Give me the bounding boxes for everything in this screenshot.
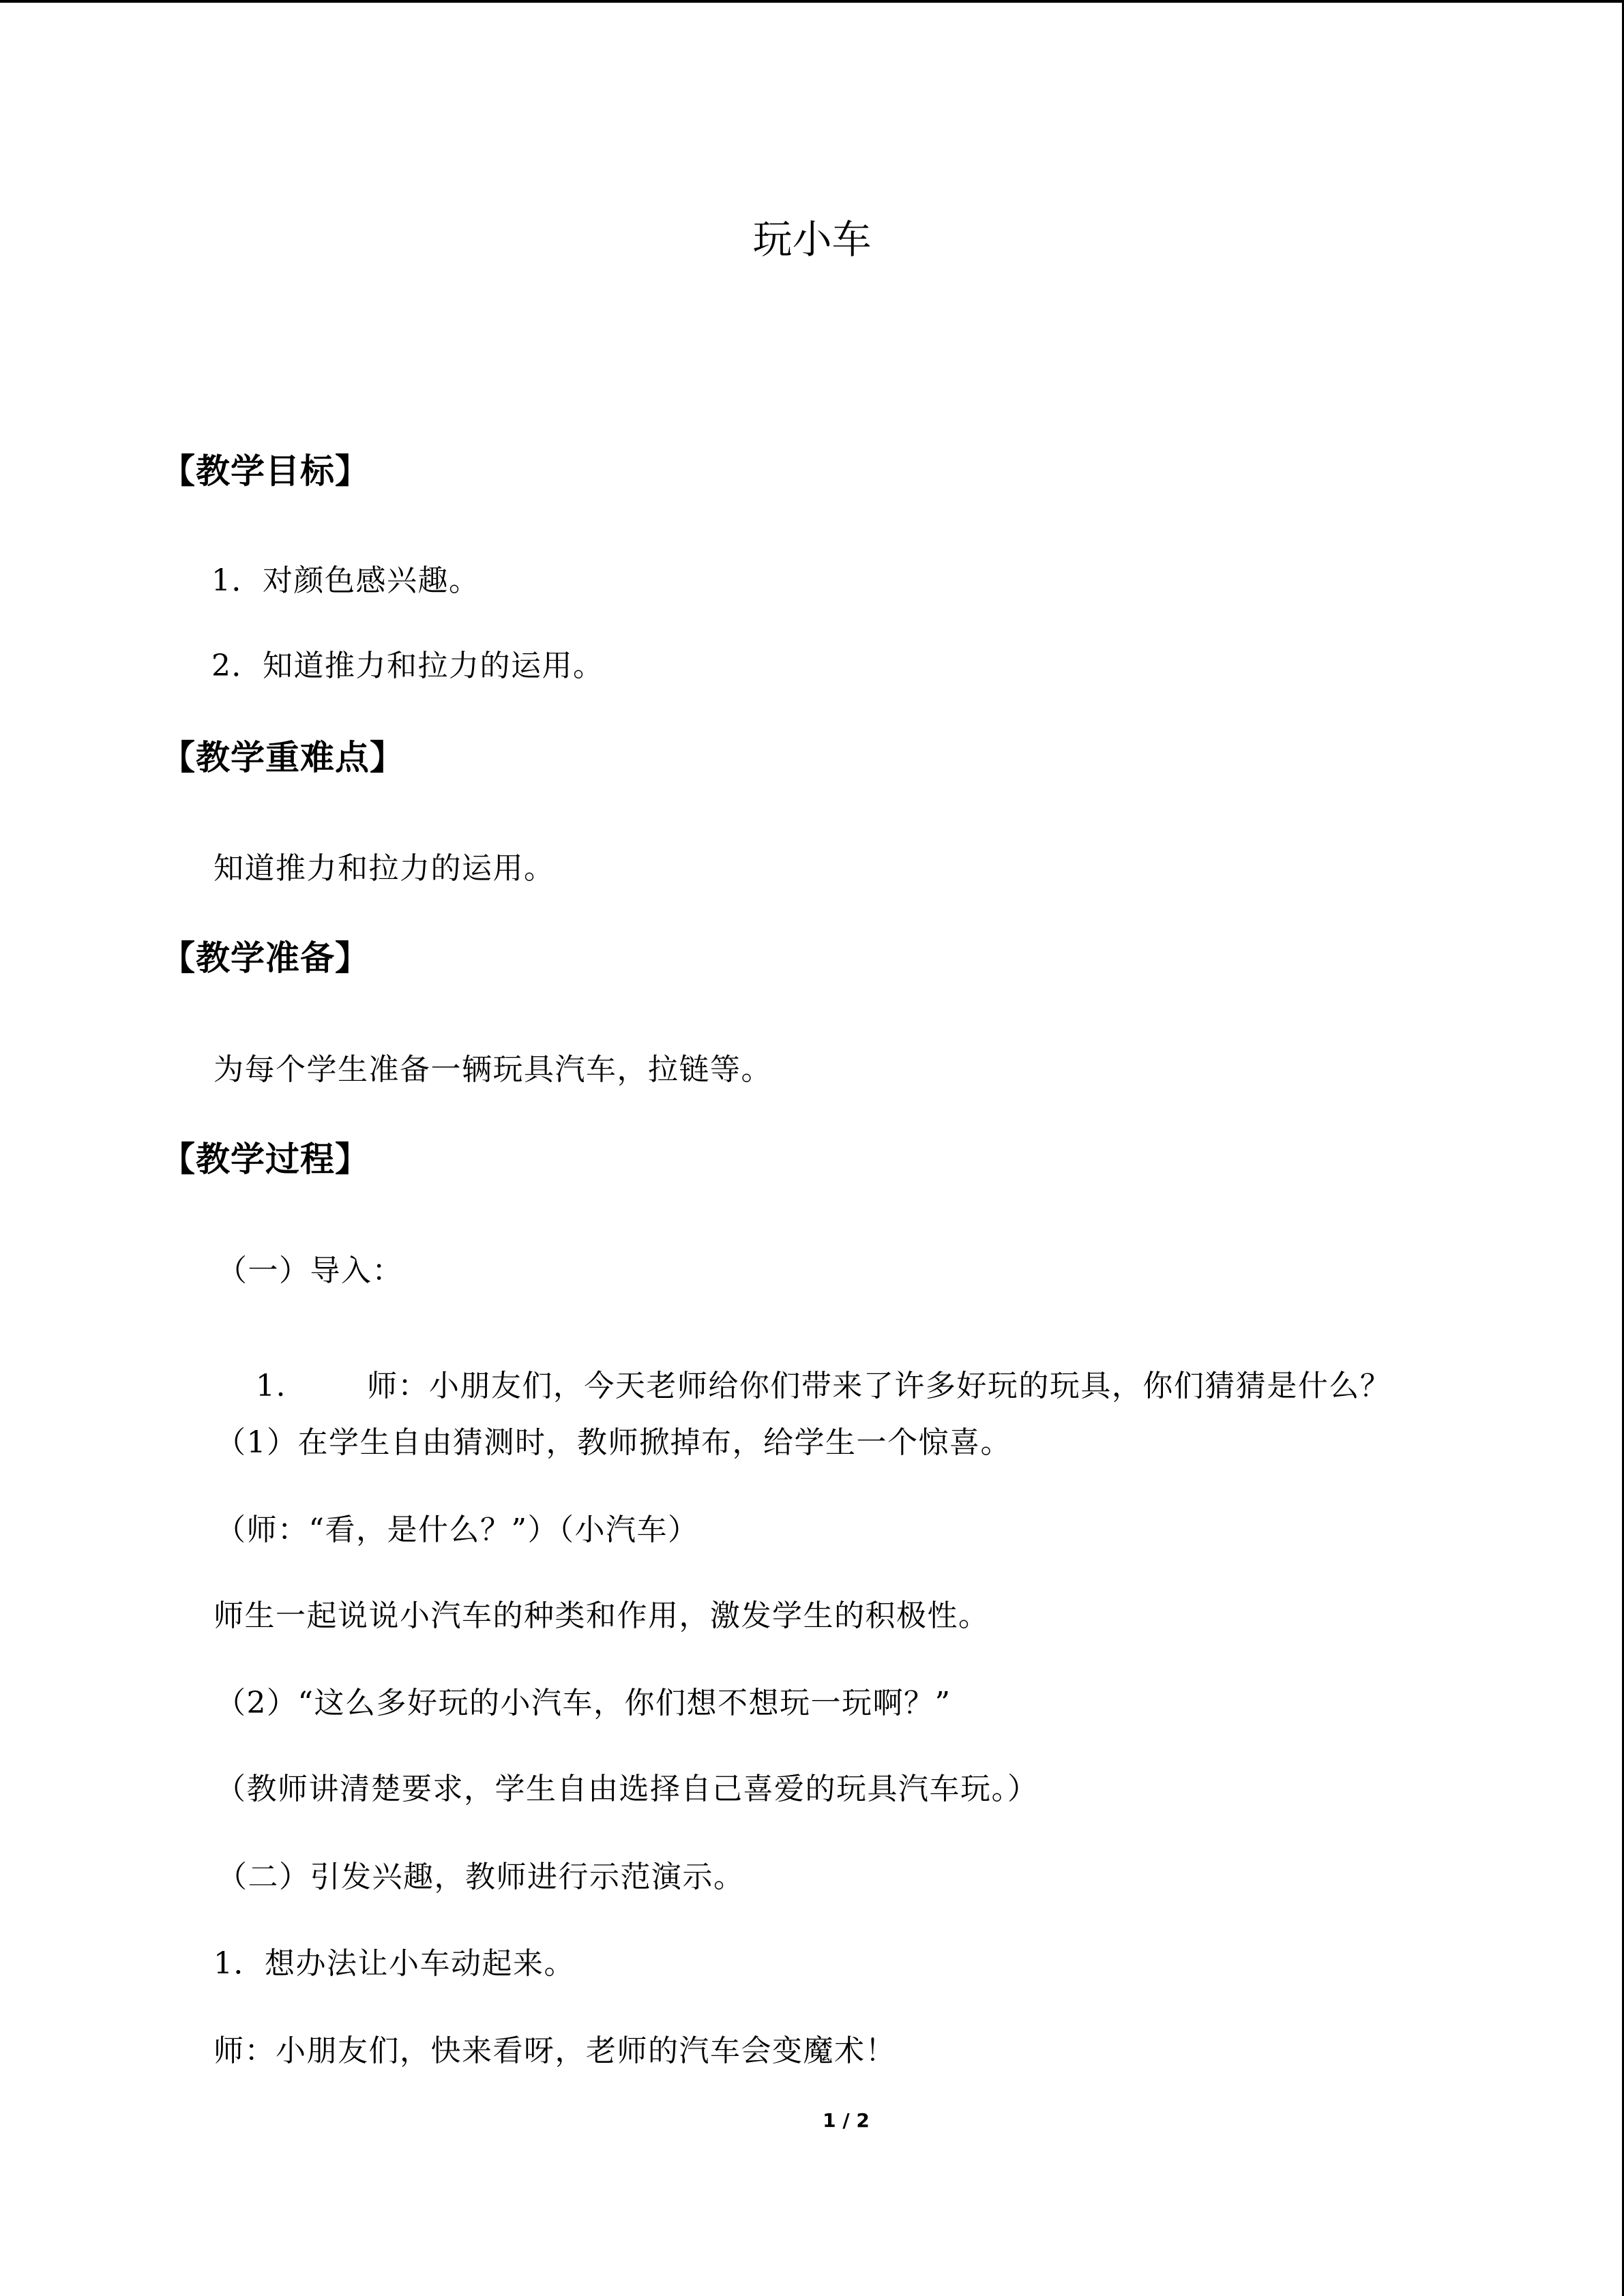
heading-process: 【教学过程】 [161,1139,370,1179]
step-1-text: 师：小朋友们，今天老师给你们带来了许多好玩的玩具，你们猜猜是什么？ [366,1369,1391,1403]
document-title: 玩小车 [752,216,872,263]
process-part-2-label: （二）引发兴趣，教师进行示范演示。 [217,1860,745,1894]
step-1-number: 1. [255,1369,286,1403]
process-teacher-quote: （师：“看，是什么？”）（小汽车） [216,1512,699,1547]
process-intro-label: （一）导入： [217,1253,403,1288]
heading-objectives: 【教学目标】 [161,451,370,491]
key-points-text: 知道推力和拉力的运用。 [213,851,555,886]
objective-item-1: 1．对颜色感兴趣。 [211,563,480,598]
heading-preparation: 【教学准备】 [161,938,370,978]
process-discussion: 师生一起说说小汽车的种类和作用，激发学生的积极性。 [213,1598,990,1633]
heading-key-points: 【教学重难点】 [161,738,404,777]
objective-item-2: 2．知道推力和拉力的运用。 [211,648,604,683]
process-sub-2: （2）“这么多好玩的小汽车，你们想不想玩一玩啊？” [216,1686,951,1720]
process-part-2-step-1: 1．想办法让小车动起来。 [213,1946,575,1981]
preparation-text: 为每个学生准备一辆玩具汽车，拉链等。 [213,1052,772,1087]
page-number: 1 / 2 [823,2109,870,2132]
process-sub-1: （1）在学生自由猜测时，教师掀掉布，给学生一个惊喜。 [216,1425,1012,1460]
process-step-1 [213,1341,1391,1431]
process-part-2-teacher: 师：小朋友们，快来看呀，老师的汽车会变魔术！ [213,2033,896,2068]
process-instruction: （教师讲清楚要求，学生自由选择自己喜爱的玩具汽车玩。） [216,1772,1039,1806]
